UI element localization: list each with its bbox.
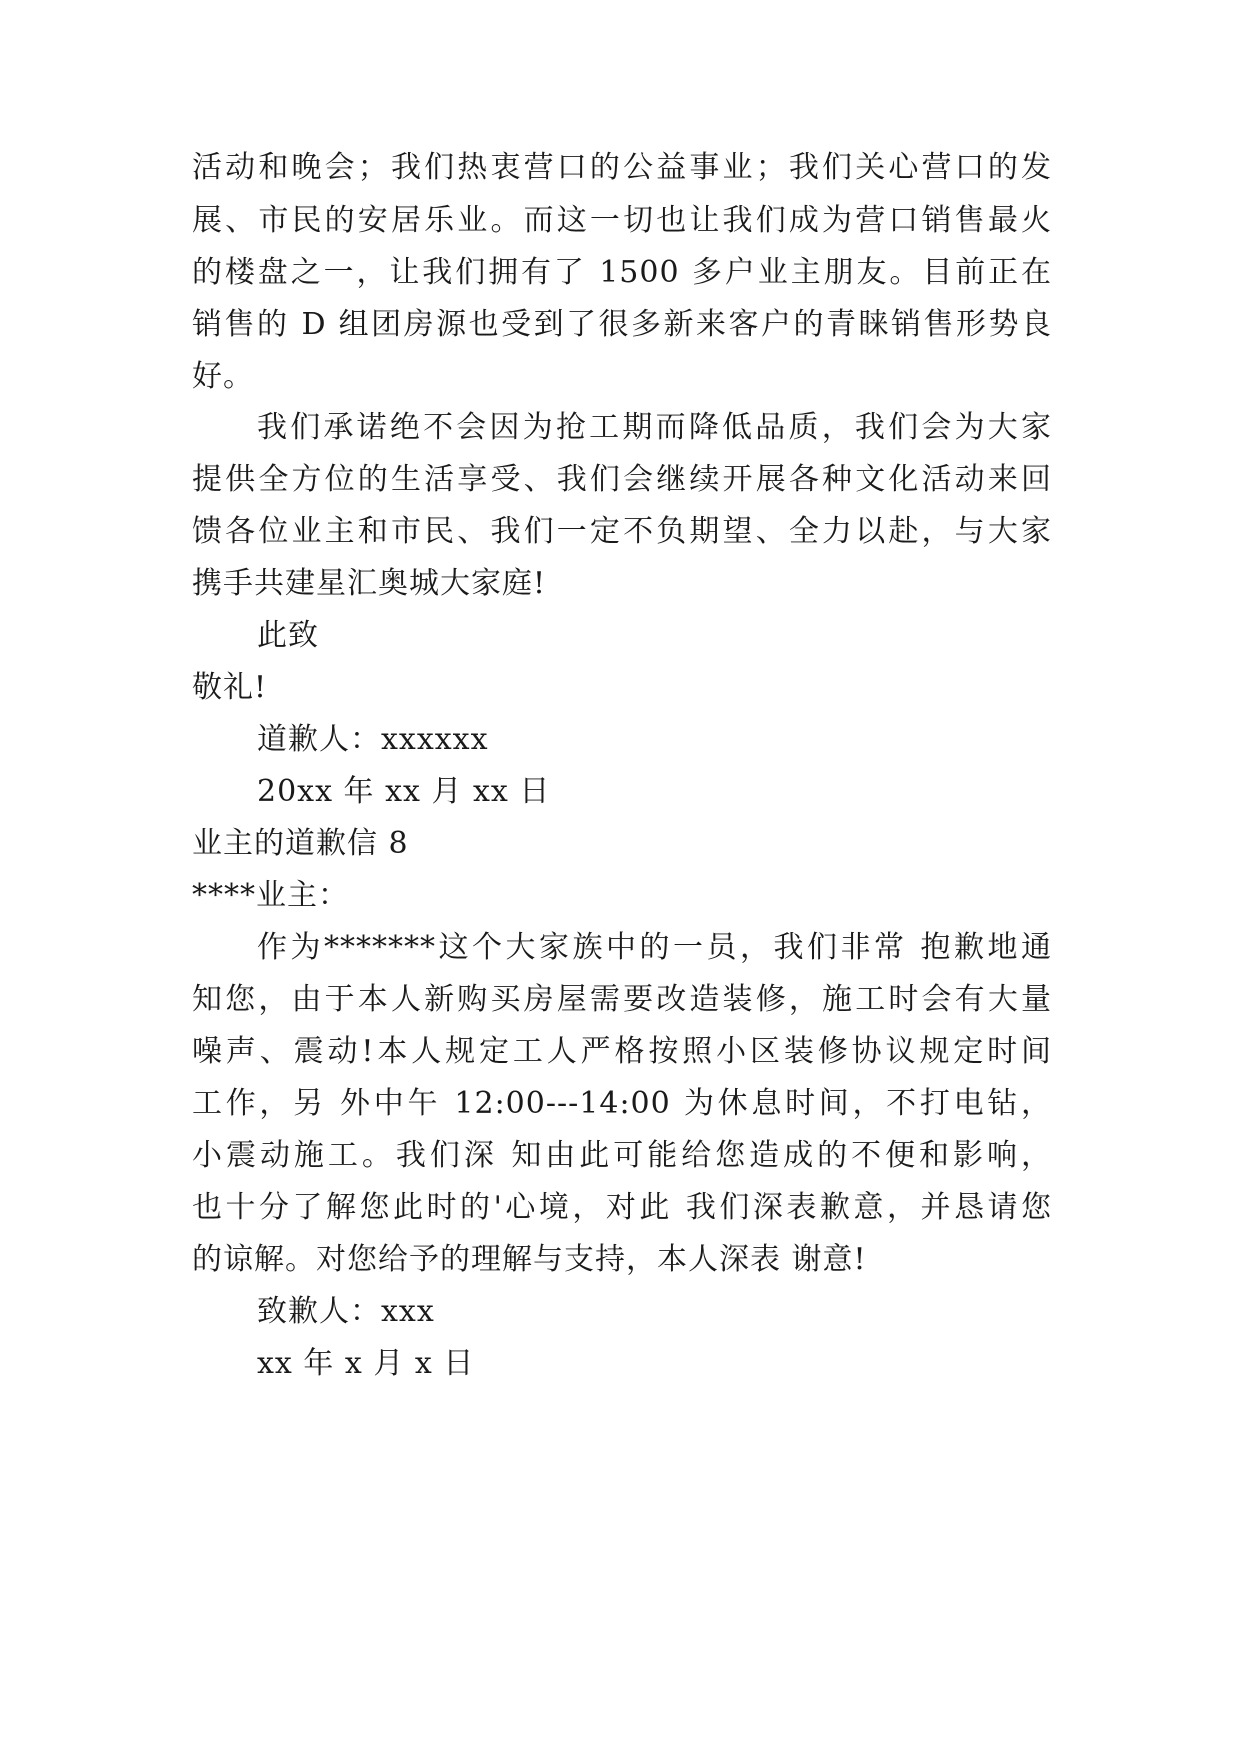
section-title: 业主的道歉信 8: [192, 826, 409, 861]
paragraph-line: 噪声、震动!本人规定工人严格按照小区装修协议规定时间: [192, 1034, 1052, 1069]
paragraph-line: 也十分了解您此时的'心境，对此 我们深表歉意，并恳请您: [192, 1190, 1052, 1225]
letter-date: 20xx 年 xx 月 xx 日: [257, 774, 551, 809]
signer: 道歉人：xxxxxx: [257, 722, 489, 757]
paragraph-line: 的谅解。对您给予的理解与支持，本人深表 谢意!: [192, 1242, 867, 1277]
paragraph-line: 提供全方位的生活享受、我们会继续开展各种文化活动来回: [192, 462, 1052, 497]
paragraph-line: 销售的 D 组团房源也受到了很多新来客户的青睐销售形势良: [192, 307, 1052, 342]
paragraph-line: 的楼盘之一，让我们拥有了 1500 多户业主朋友。目前正在: [192, 255, 1052, 290]
paragraph-line: 携手共建星汇奥城大家庭!: [192, 566, 547, 601]
closing-respect: 敬礼!: [192, 670, 268, 705]
paragraph-line: 工作，另 外中午 12:00---14:00 为休息时间，不打电钻，: [192, 1086, 1052, 1121]
paragraph-line: 好。: [192, 359, 254, 394]
addressee: ****业主：: [192, 878, 349, 913]
paragraph-line: 知您，由于本人新购买房屋需要改造装修，施工时会有大量: [192, 982, 1052, 1017]
paragraph-line: 小震动施工。我们深 知由此可能给您造成的不便和影响，: [192, 1138, 1052, 1173]
paragraph-line: 作为*******这个大家族中的一员，我们非常 抱歉地通: [257, 930, 1052, 965]
paragraph-line: 活动和晚会；我们热衷营口的公益事业；我们关心营口的发: [192, 150, 1052, 185]
letter-date: xx 年 x 月 x 日: [257, 1346, 475, 1381]
closing-salutation: 此致: [257, 618, 319, 653]
paragraph-line: 展、市民的安居乐业。而这一切也让我们成为营口销售最火: [192, 203, 1052, 238]
paragraph-line: 馈各位业主和市民、我们一定不负期望、全力以赴，与大家: [192, 514, 1052, 549]
paragraph-line: 我们承诺绝不会因为抢工期而降低品质，我们会为大家: [257, 410, 1052, 445]
signer: 致歉人：xxx: [257, 1294, 435, 1329]
